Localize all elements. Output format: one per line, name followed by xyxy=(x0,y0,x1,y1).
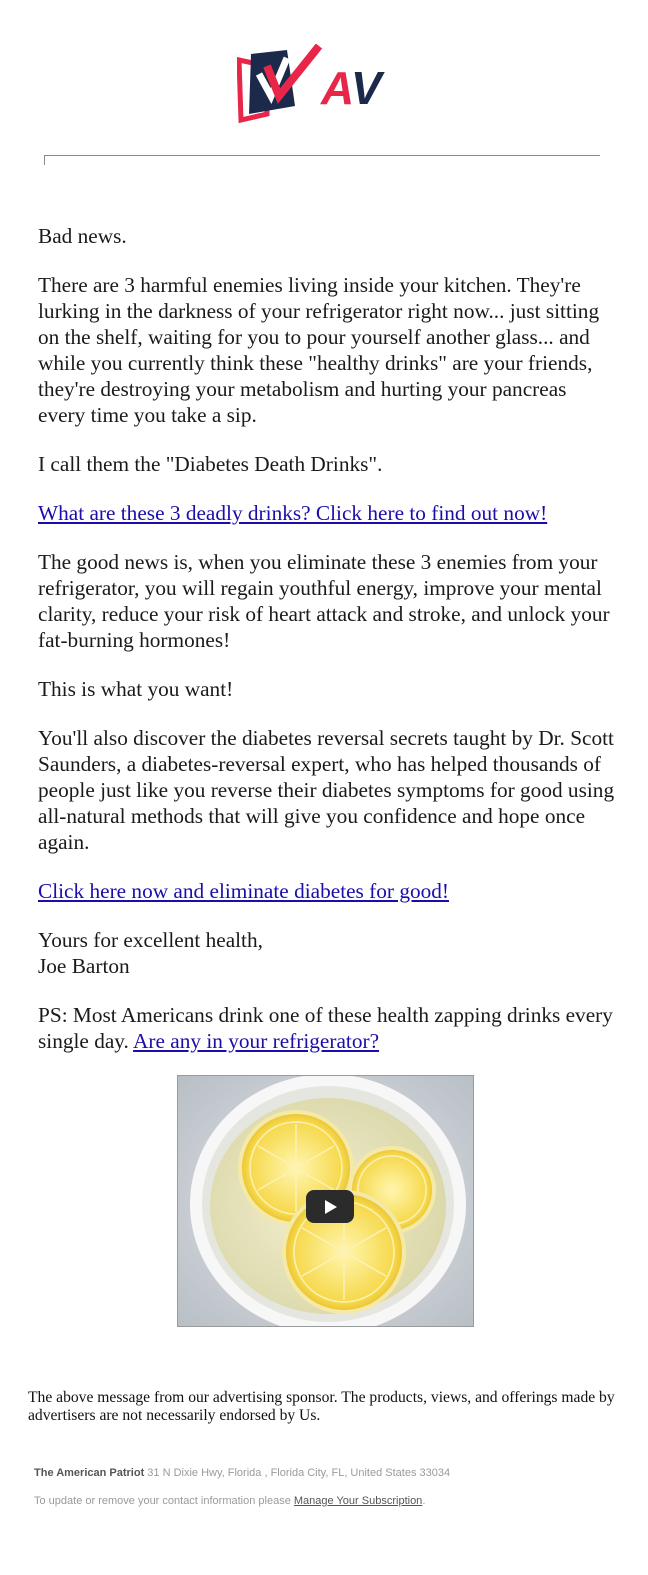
signature: Joe Barton xyxy=(38,954,130,978)
message-body xyxy=(38,223,618,1077)
signoff: Yours for excellent health, xyxy=(38,928,263,952)
play-icon xyxy=(322,1199,338,1215)
org-address: 31 N Dixie Hwy, Florida , Florida City, FL, United States 33034 xyxy=(144,1467,451,1479)
eliminate-diabetes-link[interactable]: Click here now and eliminate diabetes for good! xyxy=(38,879,450,903)
footer-unsubscribe xyxy=(34,1495,425,1507)
refrigerator-link[interactable]: Are any in your refrigerator? xyxy=(133,1029,380,1053)
header-divider xyxy=(44,155,600,165)
update-text: To update or remove your contact information please xyxy=(34,1495,294,1507)
manage-subscription-link[interactable]: Manage Your Subscription xyxy=(293,1495,423,1507)
paragraph-what-you-want: This is what you want! xyxy=(38,677,234,701)
org-name: The American Patriot xyxy=(34,1467,145,1479)
paragraph-link2 xyxy=(38,878,618,904)
signoff-block xyxy=(38,927,618,979)
ps-text: PS: Most Americans drink one of these health zapping drinks every single day. xyxy=(38,1003,613,1053)
paragraph-secrets: You'll also discover the diabetes reversal secrets taught by Dr. Scott Saunders, a diabetes-reversal expert, who has helped thousands of people just like you reverse their diabetes symptoms for good using all-natural methods that will give you confidence and hope once again. xyxy=(38,726,615,854)
footer-address xyxy=(34,1467,450,1479)
av-logo-icon xyxy=(237,44,412,126)
paragraph-enemies: There are 3 harmful enemies living inside your kitchen. They're lurking in the darkness of your refrigerator right now... just sitting on the shelf, waiting for you to pour yourself another glass... and while you currently think these "healthy drinks" are your friends, they're destroying your metabolism and hurting your pancreas every time you take a sip. xyxy=(38,273,600,427)
footer-period: . xyxy=(422,1495,426,1507)
sponsor-disclaimer: The above message from our advertising sponsor. The products, views, and offerings made by advertisers are not necessarily endorsed by Us. xyxy=(28,1389,615,1424)
header-logo xyxy=(0,44,648,126)
paragraph-link1 xyxy=(38,500,618,526)
play-button[interactable] xyxy=(306,1190,354,1223)
deadly-drinks-link[interactable]: What are these 3 deadly drinks? Click here to find out now! xyxy=(38,501,548,525)
paragraph-ps xyxy=(38,1002,618,1054)
paragraph-good-news: The good news is, when you eliminate these 3 enemies from your refrigerator, you will regain youthful energy, improve your mental clarity, reduce your risk of heart attack and stroke, and unlock your fat-burning hormones! xyxy=(38,550,610,652)
video-thumbnail[interactable] xyxy=(177,1075,474,1327)
paragraph-bad-news: Bad news. xyxy=(38,224,127,248)
svg-text:AV: AV xyxy=(320,62,381,114)
paragraph-death-drinks: I call them the "Diabetes Death Drinks". xyxy=(38,452,383,476)
